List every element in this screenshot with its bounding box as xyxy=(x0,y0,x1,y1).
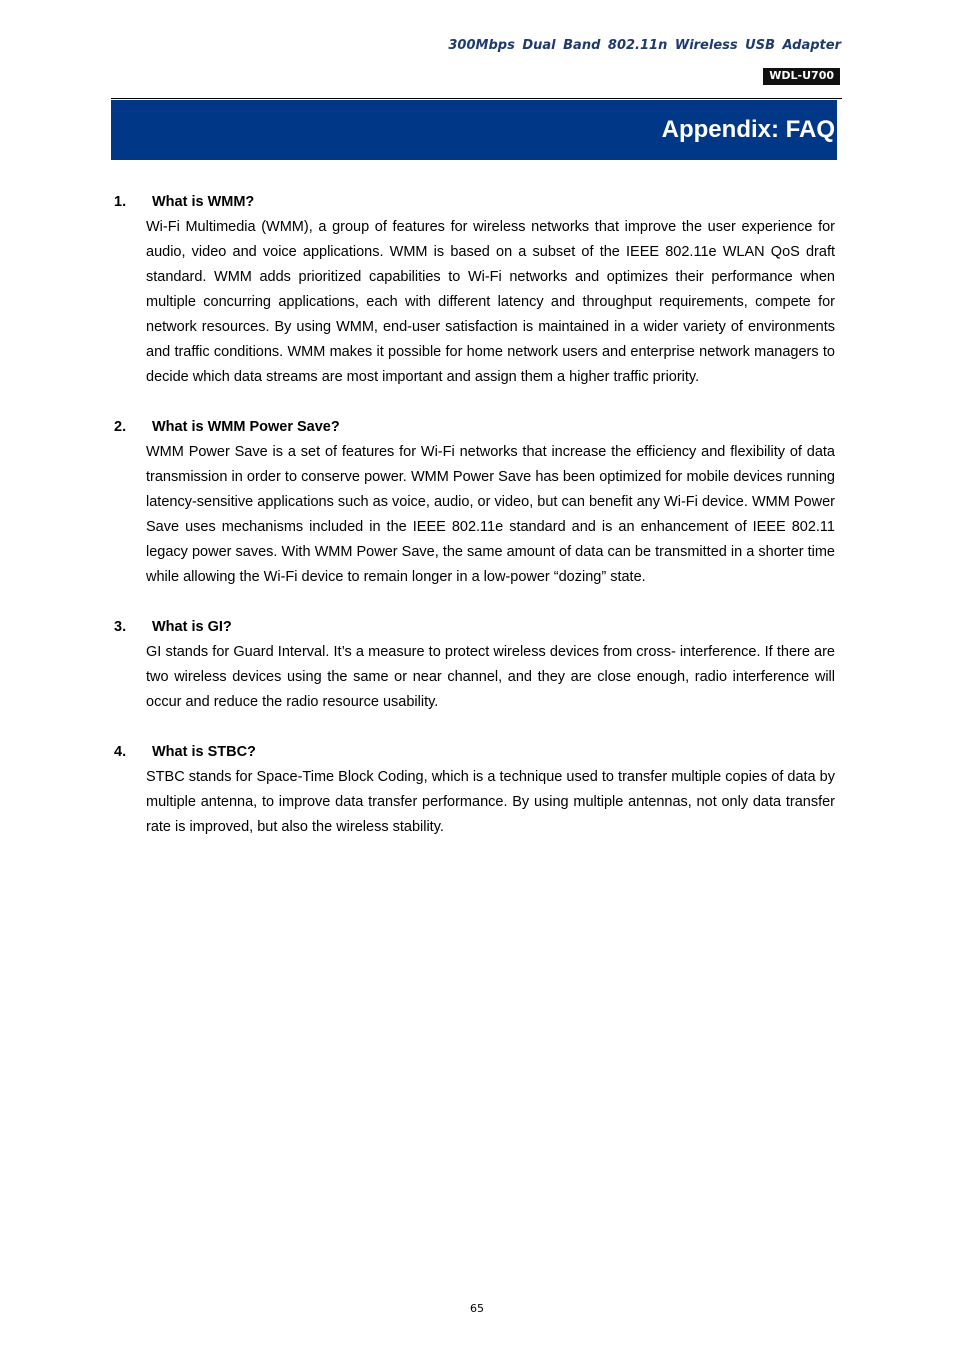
faq-list xyxy=(114,190,835,865)
faq-answer: GI stands for Guard Interval. It’s a measure to protect wireless devices from cross- interference. If there are two wireless devices using the same or near channel, and they are close enough, radio interference will occur and reduce the radio resource usability. xyxy=(146,644,835,710)
model-badge: WDL-U700 xyxy=(763,68,840,85)
faq-answer: Wi-Fi Multimedia (WMM), a group of features for wireless networks that improve the user experience for audio, video and voice applications. WMM is based on a subset of the IEEE 802.11e WLAN QoS draft standard. WMM adds prioritized capabilities to Wi-Fi networks and optimizes their performance when multiple concurring applications, each with different latency and throughput requirements, compete for network resources. By using WMM, end-user satisfaction is maintained in a wider variety of environments and traffic conditions. WMM makes it possible for home network users and enterprise network managers to decide which data streams are most important and assign them a higher traffic priority. xyxy=(146,219,835,385)
faq-item-gi xyxy=(114,615,835,715)
faq-question xyxy=(114,415,835,440)
faq-question-text: What is STBC? xyxy=(152,744,256,760)
faq-question-text: What is WMM Power Save? xyxy=(152,419,340,435)
faq-question xyxy=(114,740,835,765)
faq-item-stbc xyxy=(114,740,835,840)
faq-number: 4. xyxy=(114,744,127,760)
faq-question-text: What is WMM? xyxy=(152,194,255,210)
faq-answer: WMM Power Save is a set of features for Wi-Fi networks that increase the efficiency and flexibility of data transmission in order to conserve power. WMM Power Save has been optimized for mobile devices running latency-sensitive applications such as voice, audio, or video, but can benefit any Wi-Fi device. WMM Power Save uses mechanisms included in the IEEE 802.11e standard and is an enhancement of IEEE 802.11 legacy power saves. With WMM Power Save, the same amount of data can be transmitted in a shorter time while allowing the Wi-Fi device to remain longer in a low-power “dozing” state. xyxy=(146,444,835,585)
faq-number: 3. xyxy=(114,619,127,635)
faq-item-wmm xyxy=(114,190,835,390)
product-title: 300Mbps Dual Band 802.11n Wireless USB Adapter xyxy=(448,38,841,53)
section-banner xyxy=(111,100,837,160)
faq-number: 1. xyxy=(114,194,127,210)
faq-number: 2. xyxy=(114,419,127,435)
faq-answer: STBC stands for Space-Time Block Coding, which is a technique used to transfer multiple copies of data by multiple antenna, to improve data transfer performance. By using multiple antennas, not only data transfer rate is improved, but also the wireless stability. xyxy=(146,769,835,835)
faq-question-text: What is GI? xyxy=(152,619,232,635)
section-title: Appendix: FAQ xyxy=(661,116,835,143)
page-number: 65 xyxy=(470,1302,484,1315)
faq-question xyxy=(114,615,835,640)
faq-question xyxy=(114,190,835,215)
faq-item-wmm-power-save xyxy=(114,415,835,590)
header-divider xyxy=(111,98,842,99)
